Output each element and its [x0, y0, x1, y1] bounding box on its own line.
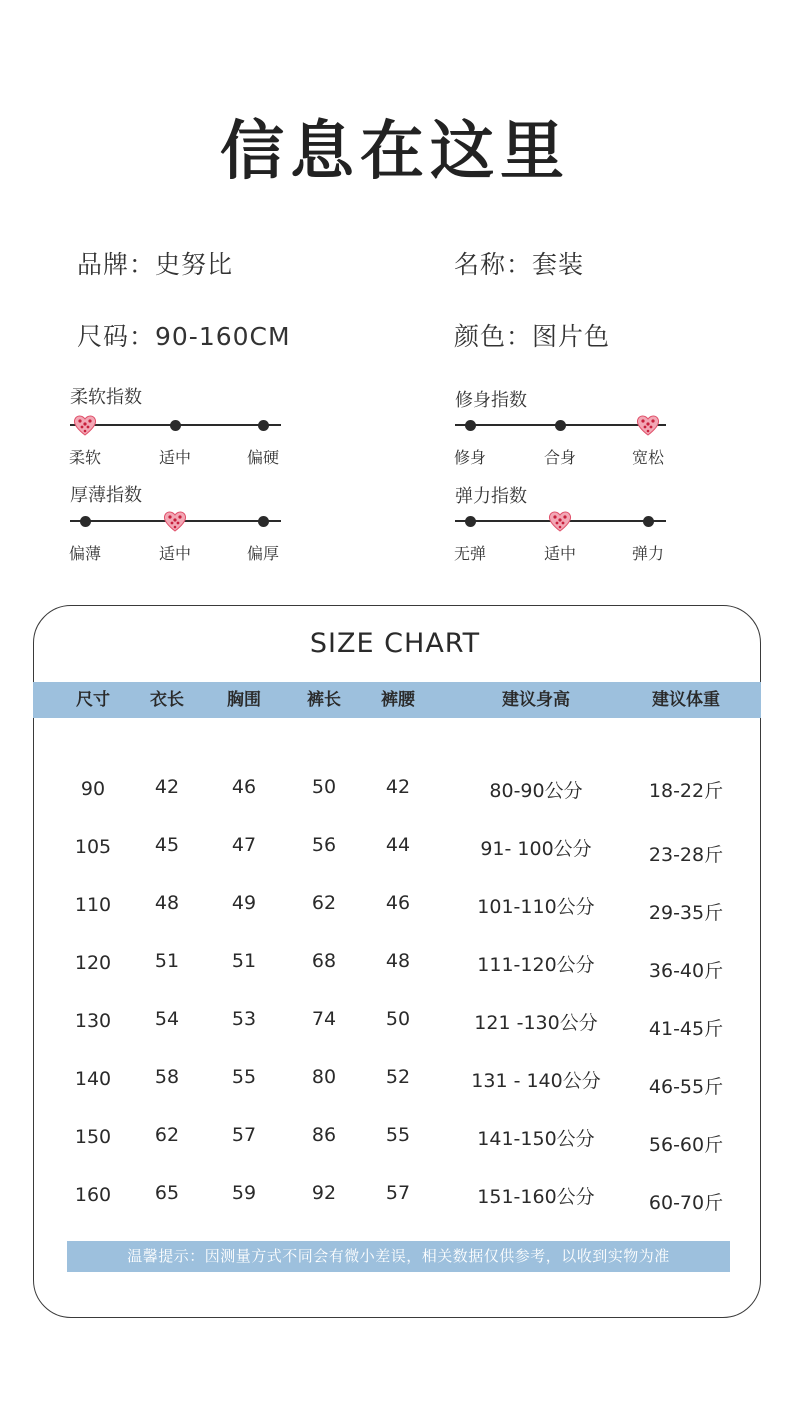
table-cell: 42: [385, 776, 411, 798]
scale-dot: [465, 516, 476, 527]
table-header-cell: 建议身高: [502, 690, 570, 710]
scale-dot: [258, 420, 269, 431]
table-header-cell: 裤腰: [381, 690, 415, 710]
table-cell: 60-70斤: [648, 1192, 724, 1214]
table-header-cell: 胸围: [227, 690, 261, 710]
color-info: 颜色：图片色: [454, 322, 611, 351]
scale-dot: [643, 516, 654, 527]
scale-dot: [465, 420, 476, 431]
table-cell: 45: [154, 834, 180, 856]
table-cell: 54: [154, 1008, 180, 1030]
table-cell: 120: [74, 952, 112, 974]
index-title: 柔软指数: [70, 387, 142, 408]
table-cell: 105: [74, 836, 112, 858]
scale-label: 合身: [543, 448, 576, 467]
scale-label: 适中: [543, 544, 576, 563]
table-cell: 51: [231, 950, 257, 972]
table-cell: 44: [385, 834, 411, 856]
table-cell: 47: [231, 834, 257, 856]
scale-label: 适中: [158, 448, 191, 467]
table-header-cell: 衣长: [150, 690, 184, 710]
size-chart-title: SIZE CHART: [309, 628, 481, 659]
table-cell: 46: [385, 892, 411, 914]
table-cell: 90: [80, 778, 106, 800]
scale-label: 修身: [453, 448, 486, 467]
table-cell: 36-40斤: [648, 960, 724, 982]
table-cell: 49: [231, 892, 257, 914]
table-cell: 41-45斤: [648, 1018, 724, 1040]
table-cell: 74: [311, 1008, 337, 1030]
table-cell: 56: [311, 834, 337, 856]
scale-label: 无弹: [453, 544, 486, 563]
table-cell: 57: [231, 1124, 257, 1146]
table-cell: 48: [385, 950, 411, 972]
scale-label: 偏硬: [246, 448, 279, 467]
table-cell: 62: [154, 1124, 180, 1146]
table-cell: 80: [311, 1066, 337, 1088]
table-cell: 29-35斤: [648, 902, 724, 924]
table-cell: 121 -130公分: [474, 1012, 598, 1034]
table-cell: 68: [311, 950, 337, 972]
scale-dot: [80, 516, 91, 527]
brand-info: 品牌：史努比: [77, 250, 234, 279]
scale-dot: [555, 420, 566, 431]
table-cell: 52: [385, 1066, 411, 1088]
table-cell: 110: [74, 894, 112, 916]
table-cell: 53: [231, 1008, 257, 1030]
name-info: 名称：套装: [454, 250, 585, 279]
table-cell: 50: [385, 1008, 411, 1030]
table-cell: 56-60斤: [648, 1134, 724, 1156]
table-cell: 131 - 140公分: [471, 1070, 601, 1092]
table-cell: 59: [231, 1182, 257, 1204]
scale-label: 柔软: [68, 448, 101, 467]
table-cell: 50: [311, 776, 337, 798]
table-cell: 101-110公分: [477, 896, 595, 918]
table-header-cell: 尺寸: [76, 690, 110, 710]
table-cell: 160: [74, 1184, 112, 1206]
table-cell: 140: [74, 1068, 112, 1090]
scale-label: 偏厚: [246, 544, 279, 563]
index-title: 修身指数: [455, 390, 527, 411]
table-cell: 55: [385, 1124, 411, 1146]
table-cell: 130: [74, 1010, 112, 1032]
table-cell: 80-90公分: [489, 780, 583, 802]
table-cell: 57: [385, 1182, 411, 1204]
table-cell: 42: [154, 776, 180, 798]
table-cell: 48: [154, 892, 180, 914]
table-cell: 55: [231, 1066, 257, 1088]
table-header-cell: 建议体重: [652, 690, 720, 710]
index-title: 厚薄指数: [70, 485, 142, 506]
table-cell: 23-28斤: [648, 844, 724, 866]
index-title: 弹力指数: [455, 486, 527, 507]
scale-dot: [170, 420, 181, 431]
table-cell: 51: [154, 950, 180, 972]
heart-marker-icon: [72, 413, 98, 437]
page-title: 信息在这里: [220, 115, 570, 189]
table-cell: 91- 100公分: [480, 838, 592, 860]
table-cell: 46-55斤: [648, 1076, 724, 1098]
table-cell: 151-160公分: [477, 1186, 595, 1208]
scale-label: 宽松: [631, 448, 664, 467]
table-cell: 150: [74, 1126, 112, 1148]
scale-label: 弹力: [631, 544, 664, 563]
heart-marker-icon: [547, 509, 573, 533]
heart-marker-icon: [162, 509, 188, 533]
scale-label: 偏薄: [68, 544, 101, 563]
table-cell: 86: [311, 1124, 337, 1146]
table-cell: 111-120公分: [477, 954, 595, 976]
table-cell: 92: [311, 1182, 337, 1204]
table-cell: 65: [154, 1182, 180, 1204]
table-cell: 18-22斤: [648, 780, 724, 802]
table-header-cell: 裤长: [307, 690, 341, 710]
scale-label: 适中: [158, 544, 191, 563]
table-cell: 62: [311, 892, 337, 914]
size-info: 尺码：90-160CM: [77, 322, 291, 351]
table-cell: 141-150公分: [477, 1128, 595, 1150]
table-cell: 58: [154, 1066, 180, 1088]
notice-bar: 温馨提示：因测量方式不同会有微小差误，相关数据仅供参考，以收到实物为准: [67, 1241, 730, 1272]
scale-dot: [258, 516, 269, 527]
heart-marker-icon: [635, 413, 661, 437]
table-cell: 46: [231, 776, 257, 798]
